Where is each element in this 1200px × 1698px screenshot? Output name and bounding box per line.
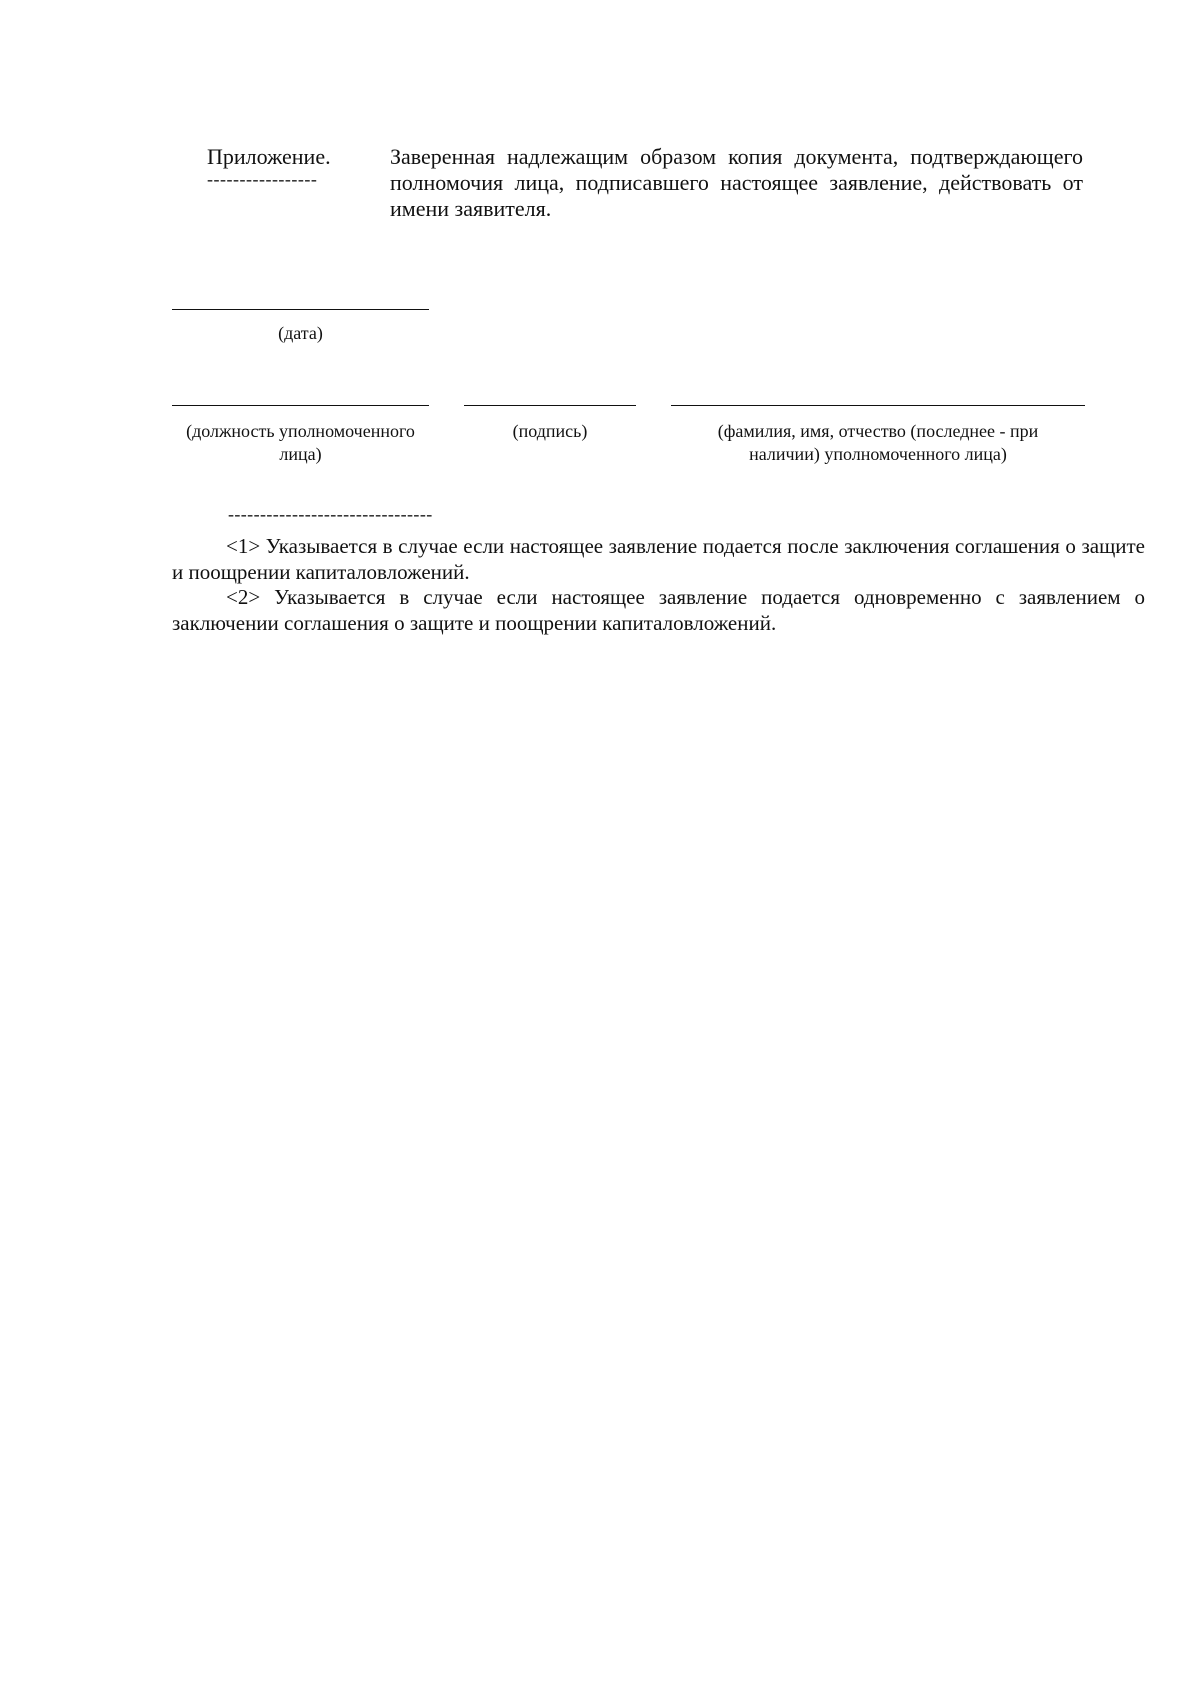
appendix-label-block bbox=[207, 144, 357, 188]
date-caption: (дата) bbox=[278, 323, 323, 343]
appendix-text: Заверенная надлежащим образом копия документа, подтверждающего полномочия лица, подписавшего настоящее заявление, действовать от имени заявителя. bbox=[390, 144, 1083, 221]
footnote-separator: -------------------------------- bbox=[228, 504, 433, 524]
position-caption: (должность уполномоченного лица) bbox=[186, 421, 415, 464]
signature-caption: (подпись) bbox=[512, 421, 588, 441]
footnote-2: <2> Указывается в случае если настоящее заявление подается одновременно с заявлением о заключении соглашения о защите и поощрении капиталовложений. bbox=[172, 585, 1145, 635]
name-line bbox=[671, 405, 1085, 406]
appendix-label-underline: ----------------- bbox=[207, 169, 318, 189]
position-line bbox=[172, 405, 429, 406]
footnote-1: <1> Указывается в случае если настоящее заявление подается после заключения соглашения о защите и поощрении капиталовложений. bbox=[172, 534, 1145, 584]
appendix-label: Приложение. bbox=[207, 144, 331, 169]
name-caption: (фамилия, имя, отчество (последнее - при наличии) уполномоченного лица) bbox=[717, 421, 1039, 464]
signature-line bbox=[464, 405, 636, 406]
date-line bbox=[172, 309, 429, 310]
